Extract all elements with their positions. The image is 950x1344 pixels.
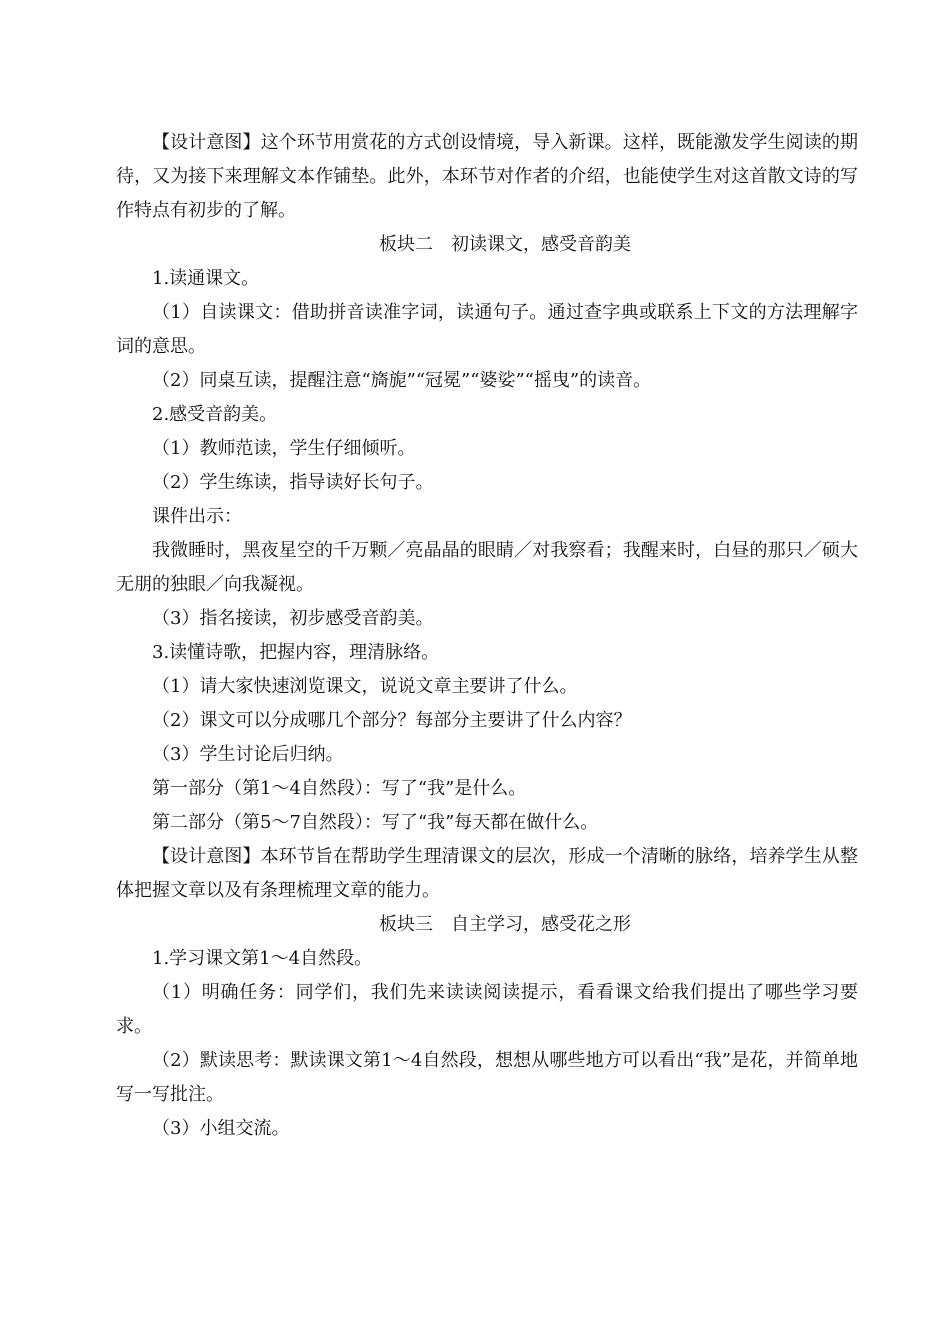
step-item-2-3: （3）指名接读，初步感受音韵美。 bbox=[152, 608, 434, 629]
part-two-summary: 第二部分（第5～7自然段）：写了“我”每天都在做什么。 bbox=[152, 812, 599, 833]
design-intent-paragraph-1: 【设计意图】这个环节用赏花的方式创设情境，导入新课。这样，既能激发学生阅读的期待，又为接下来理解文本作铺垫。此外，本环节对作者的介绍，也能使学生对这首散文诗的写作特点有初步的了解。 bbox=[116, 132, 858, 221]
section-heading-2: 板块二 初读课文，感受音韵美 bbox=[379, 234, 631, 255]
step-heading-1: 1.读通课文。 bbox=[152, 268, 260, 289]
document-page bbox=[116, 126, 858, 1146]
step-item-3-3: （3）学生讨论后归纳。 bbox=[152, 744, 344, 765]
courseware-quote: 我微睡时，黑夜星空的千万颗／亮晶晶的眼睛／对我察看；我醒来时，白昼的那只／硕大无朋的独眼／向我凝视。 bbox=[116, 540, 858, 595]
learning-step-item-3: （3）小组交流。 bbox=[152, 1118, 290, 1139]
learning-step-item-1: （1）明确任务：同学们，我们先来读读阅读提示，看看课文给我们提出了哪些学习要求。 bbox=[116, 982, 858, 1037]
learning-step-item-2: （2）默读思考：默读课文第1～4自然段，想想从哪些地方可以看出“我”是花，并简单地写一写批注。 bbox=[116, 1050, 858, 1105]
step-heading-2: 2.感受音韵美。 bbox=[152, 404, 278, 425]
step-item-1-2: （2）同桌互读，提醒注意“旖旎”“冠冕”“婆娑”“摇曳”的读音。 bbox=[152, 370, 652, 391]
step-heading-3: 3.读懂诗歌，把握内容，理清脉络。 bbox=[152, 642, 440, 663]
section-heading-3: 板块三 自主学习，感受花之形 bbox=[379, 914, 631, 935]
courseware-label: 课件出示： bbox=[152, 506, 242, 527]
step-item-1-1: （1）自读课文：借助拼音读准字词，读通句子。通过查字典或联系上下文的方法理解字词的意思。 bbox=[116, 302, 858, 357]
part-one-summary: 第一部分（第1～4自然段）：写了“我”是什么。 bbox=[152, 778, 527, 799]
step-item-3-2: （2）课文可以分成哪几个部分？每部分主要讲了什么内容？ bbox=[152, 710, 632, 731]
design-intent-paragraph-2: 【设计意图】本环节旨在帮助学生理清课文的层次，形成一个清晰的脉络，培养学生从整体把握文章以及有条理梳理文章的能力。 bbox=[116, 846, 858, 901]
step-item-2-2: （2）学生练读，指导读好长句子。 bbox=[152, 472, 434, 493]
step-item-2-1: （1）教师范读，学生仔细倾听。 bbox=[152, 438, 416, 459]
step-item-3-1: （1）请大家快速浏览课文，说说文章主要讲了什么。 bbox=[152, 676, 578, 697]
learning-step-heading-1: 1.学习课文第1～4自然段。 bbox=[152, 948, 373, 969]
